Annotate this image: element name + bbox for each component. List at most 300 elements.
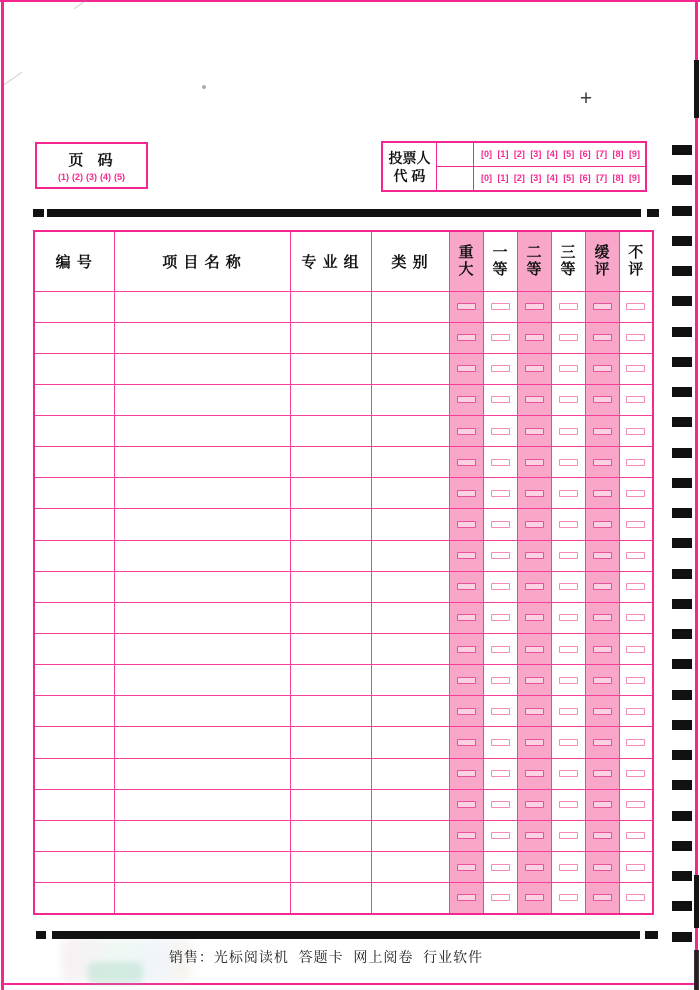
vote-cell	[585, 789, 619, 820]
vote-bubble[interactable]	[491, 864, 510, 871]
table-row	[34, 447, 653, 478]
vote-bubble[interactable]	[525, 646, 544, 653]
vote-bubble[interactable]	[626, 770, 645, 777]
vote-cell	[449, 384, 483, 415]
vote-bubble[interactable]	[559, 708, 578, 715]
vote-bubble[interactable]	[457, 677, 476, 684]
column-header: 类 别	[371, 231, 449, 291]
vote-bubble[interactable]	[525, 832, 544, 839]
entry-cell	[371, 416, 449, 447]
voter-code-bubble[interactable]: [4]	[546, 149, 558, 159]
entry-cell	[371, 509, 449, 540]
voter-code-write-cell[interactable]	[437, 143, 474, 166]
vote-cell	[619, 478, 653, 509]
vote-bubble[interactable]	[559, 428, 578, 435]
vote-bubble[interactable]	[559, 832, 578, 839]
vote-bubble[interactable]	[559, 739, 578, 746]
vote-bubble[interactable]	[559, 864, 578, 871]
vote-bubble[interactable]	[525, 303, 544, 310]
page-code-bubble[interactable]: (4)	[100, 172, 111, 182]
vote-bubble[interactable]	[559, 583, 578, 590]
vote-bubble[interactable]	[457, 646, 476, 653]
vote-bubble[interactable]	[457, 552, 476, 559]
vote-bubble[interactable]	[457, 365, 476, 372]
vote-cell	[619, 852, 653, 883]
vote-cell	[449, 416, 483, 447]
vote-bubble[interactable]	[593, 583, 612, 590]
timing-mark	[672, 690, 692, 700]
sync-bar-dash	[33, 209, 44, 217]
vote-bubble[interactable]	[491, 490, 510, 497]
vote-cell	[619, 509, 653, 540]
vote-bubble[interactable]	[525, 708, 544, 715]
table-row	[34, 820, 653, 851]
vote-bubble[interactable]	[457, 739, 476, 746]
voter-code-bubble[interactable]: [2]	[513, 149, 525, 159]
vote-bubble[interactable]	[525, 365, 544, 372]
vote-bubble[interactable]	[457, 428, 476, 435]
vote-cell	[585, 696, 619, 727]
vote-bubble[interactable]	[626, 334, 645, 341]
vote-bubble[interactable]	[525, 770, 544, 777]
vote-bubble[interactable]	[525, 894, 544, 901]
vote-cell	[517, 322, 551, 353]
vote-bubble[interactable]	[593, 459, 612, 466]
vote-cell	[551, 602, 585, 633]
vote-cell	[517, 540, 551, 571]
vote-bubble[interactable]	[559, 521, 578, 528]
vote-bubble[interactable]	[559, 552, 578, 559]
column-header-char: 等	[560, 261, 576, 279]
vote-cell	[449, 634, 483, 665]
vote-bubble[interactable]	[626, 521, 645, 528]
footer-sales-text: 销售：光标阅读机 答题卡 网上阅卷 行业软件	[168, 949, 484, 965]
vote-bubble[interactable]	[593, 614, 612, 621]
vote-bubble[interactable]	[525, 459, 544, 466]
entry-cell	[290, 758, 371, 789]
entry-cell	[371, 727, 449, 758]
page-code-bubble[interactable]: (5)	[114, 172, 125, 182]
vote-cell	[619, 758, 653, 789]
vote-cell	[449, 571, 483, 602]
vote-cell	[517, 883, 551, 914]
vote-bubble[interactable]	[491, 428, 510, 435]
vote-cell	[585, 322, 619, 353]
vote-bubble[interactable]	[457, 303, 476, 310]
table-row	[34, 478, 653, 509]
vote-bubble[interactable]	[525, 801, 544, 808]
table-row	[34, 696, 653, 727]
voter-code-bubble[interactable]: [7]	[596, 149, 608, 159]
vote-bubble[interactable]	[626, 739, 645, 746]
vote-bubble[interactable]	[525, 864, 544, 871]
entry-cell	[290, 540, 371, 571]
sync-bar-dash	[647, 209, 659, 217]
vote-bubble[interactable]	[593, 770, 612, 777]
vote-bubble[interactable]	[457, 770, 476, 777]
vote-cell	[619, 727, 653, 758]
vote-cell	[517, 727, 551, 758]
vote-bubble[interactable]	[457, 801, 476, 808]
vote-cell	[449, 727, 483, 758]
voter-code-bubble[interactable]: [3]	[530, 173, 542, 183]
vote-cell	[449, 447, 483, 478]
voter-code-bubble[interactable]: [0]	[481, 149, 492, 159]
vote-bubble[interactable]	[525, 521, 544, 528]
vote-bubble[interactable]	[525, 396, 544, 403]
entry-cell	[114, 509, 290, 540]
entry-cell	[114, 758, 290, 789]
vote-bubble[interactable]	[626, 583, 645, 590]
vote-cell	[551, 634, 585, 665]
entry-cell	[290, 478, 371, 509]
vote-bubble[interactable]	[593, 303, 612, 310]
voter-code-bubble[interactable]: [1]	[497, 149, 509, 159]
vote-cell	[483, 665, 517, 696]
table-row	[34, 852, 653, 883]
entry-cell	[114, 883, 290, 914]
vote-bubble[interactable]	[593, 832, 612, 839]
vote-bubble[interactable]	[559, 770, 578, 777]
voter-code-write-cell[interactable]	[437, 167, 474, 190]
vote-cell	[619, 634, 653, 665]
timing-mark	[672, 720, 692, 730]
vote-cell	[517, 384, 551, 415]
entry-cell	[34, 789, 114, 820]
entry-cell	[371, 478, 449, 509]
vote-bubble[interactable]	[626, 614, 645, 621]
table-row	[34, 416, 653, 447]
voter-code-bubble[interactable]: [4]	[546, 173, 558, 183]
vote-bubble[interactable]	[626, 490, 645, 497]
page-code-bubble[interactable]: (2)	[72, 172, 83, 182]
entry-cell	[290, 789, 371, 820]
vote-cell	[551, 322, 585, 353]
vote-bubble[interactable]	[626, 832, 645, 839]
vote-cell	[517, 852, 551, 883]
vote-bubble[interactable]	[491, 894, 510, 901]
vote-bubble[interactable]	[559, 801, 578, 808]
voter-code-bubble[interactable]: [5]	[563, 149, 575, 159]
vote-bubble[interactable]	[559, 677, 578, 684]
vote-cell	[483, 602, 517, 633]
vote-cell	[483, 571, 517, 602]
timing-mark	[672, 538, 692, 548]
voter-code-bubble-row	[474, 167, 645, 190]
voter-code-bubble[interactable]: [5]	[563, 173, 575, 183]
entry-cell	[290, 665, 371, 696]
entry-cell	[34, 602, 114, 633]
vote-bubble[interactable]	[626, 303, 645, 310]
entry-cell	[34, 384, 114, 415]
vote-bubble[interactable]	[626, 646, 645, 653]
timing-mark	[672, 448, 692, 458]
entry-cell	[371, 883, 449, 914]
vote-cell	[483, 353, 517, 384]
timing-mark	[672, 327, 692, 337]
vote-bubble[interactable]	[457, 894, 476, 901]
entry-cell	[114, 665, 290, 696]
vote-bubble[interactable]	[559, 490, 578, 497]
vote-cell	[619, 602, 653, 633]
table-row	[34, 384, 653, 415]
vote-bubble[interactable]	[559, 303, 578, 310]
page-code-title: 页 码	[68, 152, 115, 169]
entry-cell	[290, 291, 371, 322]
vote-bubble[interactable]	[559, 365, 578, 372]
vote-bubble[interactable]	[457, 864, 476, 871]
column-header	[517, 231, 551, 291]
vote-bubble[interactable]	[525, 552, 544, 559]
column-header	[551, 231, 585, 291]
vote-cell	[585, 571, 619, 602]
vote-cell	[483, 758, 517, 789]
vote-cell	[585, 447, 619, 478]
voter-code-label-line2: 代 码	[393, 167, 426, 184]
vote-bubble[interactable]	[457, 459, 476, 466]
column-header-char: 评	[628, 261, 644, 279]
voter-code-bubble[interactable]: [6]	[579, 173, 591, 183]
entry-cell	[371, 852, 449, 883]
sync-bar-dash	[36, 931, 46, 939]
entry-cell	[34, 353, 114, 384]
vote-cell	[551, 478, 585, 509]
vote-cell	[551, 883, 585, 914]
table-row	[34, 291, 653, 322]
vote-bubble[interactable]	[626, 365, 645, 372]
voter-code-bubble[interactable]: [7]	[596, 173, 608, 183]
vote-cell	[483, 291, 517, 322]
page-code-bubble[interactable]: (1)	[58, 172, 69, 182]
vote-cell	[517, 789, 551, 820]
page-code-bubbles	[37, 173, 146, 182]
vote-bubble[interactable]	[491, 459, 510, 466]
entry-cell	[34, 478, 114, 509]
vote-cell	[483, 540, 517, 571]
vote-cell	[619, 291, 653, 322]
table-row	[34, 634, 653, 665]
vote-bubble[interactable]	[525, 677, 544, 684]
vote-cell	[585, 416, 619, 447]
vote-bubble[interactable]	[491, 646, 510, 653]
vote-cell	[517, 634, 551, 665]
vote-cell	[517, 758, 551, 789]
timing-mark	[672, 750, 692, 760]
voter-code-bubble[interactable]: [9]	[628, 173, 640, 183]
vote-bubble[interactable]	[491, 832, 510, 839]
vote-cell	[551, 416, 585, 447]
vote-bubble[interactable]	[491, 677, 510, 684]
voter-code-bubble[interactable]: [3]	[530, 149, 542, 159]
voter-code-label	[383, 143, 437, 190]
vote-cell	[449, 602, 483, 633]
entry-cell	[290, 416, 371, 447]
entry-cell	[371, 789, 449, 820]
vote-bubble[interactable]	[491, 739, 510, 746]
table-row	[34, 509, 653, 540]
vote-bubble[interactable]	[525, 334, 544, 341]
scan-artifact	[202, 85, 206, 89]
vote-bubble[interactable]	[593, 864, 612, 871]
vote-cell	[449, 509, 483, 540]
vote-bubble[interactable]	[491, 396, 510, 403]
vote-bubble[interactable]	[491, 552, 510, 559]
vote-bubble[interactable]	[525, 490, 544, 497]
timing-mark	[672, 569, 692, 579]
vote-bubble[interactable]	[457, 832, 476, 839]
voter-code-bubble[interactable]: [1]	[497, 173, 509, 183]
voter-code-box	[381, 141, 647, 192]
vote-cell	[551, 384, 585, 415]
vote-bubble[interactable]	[626, 801, 645, 808]
voter-code-bubble[interactable]: [8]	[612, 173, 624, 183]
vote-bubble[interactable]	[626, 864, 645, 871]
vote-bubble[interactable]	[457, 708, 476, 715]
voter-code-bubble[interactable]: [9]	[628, 149, 640, 159]
column-header: 编 号	[34, 231, 114, 291]
vote-bubble[interactable]	[626, 459, 645, 466]
vote-bubble[interactable]	[457, 334, 476, 341]
table-row	[34, 727, 653, 758]
entry-cell	[290, 634, 371, 665]
entry-cell	[114, 634, 290, 665]
vote-bubble[interactable]	[491, 770, 510, 777]
vote-cell	[585, 291, 619, 322]
vote-bubble[interactable]	[593, 646, 612, 653]
vote-bubble[interactable]	[593, 552, 612, 559]
vote-bubble[interactable]	[593, 365, 612, 372]
vote-bubble[interactable]	[457, 396, 476, 403]
vote-cell	[449, 322, 483, 353]
timing-mark	[672, 387, 692, 397]
vote-bubble[interactable]	[559, 646, 578, 653]
vote-cell	[551, 509, 585, 540]
vote-cell	[551, 571, 585, 602]
voter-code-label-line1: 投票人	[388, 149, 431, 166]
table-row	[34, 758, 653, 789]
vote-cell	[449, 789, 483, 820]
vote-bubble[interactable]	[559, 334, 578, 341]
entry-cell	[371, 540, 449, 571]
vote-cell	[619, 789, 653, 820]
vote-bubble[interactable]	[593, 894, 612, 901]
entry-cell	[114, 447, 290, 478]
timing-mark	[672, 236, 692, 246]
vote-bubble[interactable]	[593, 521, 612, 528]
entry-cell	[114, 353, 290, 384]
column-header	[449, 231, 483, 291]
vote-bubble[interactable]	[525, 583, 544, 590]
vote-bubble[interactable]	[457, 583, 476, 590]
vote-bubble[interactable]	[626, 894, 645, 901]
vote-cell	[585, 727, 619, 758]
vote-bubble[interactable]	[491, 583, 510, 590]
vote-bubble[interactable]	[593, 490, 612, 497]
vote-bubble[interactable]	[491, 708, 510, 715]
vote-bubble[interactable]	[491, 521, 510, 528]
edge-black-segment	[694, 950, 699, 990]
vote-bubble[interactable]	[626, 677, 645, 684]
vote-bubble[interactable]	[491, 614, 510, 621]
column-header-char: 缓	[594, 244, 610, 262]
timing-mark	[672, 629, 692, 639]
vote-cell	[585, 820, 619, 851]
vote-bubble[interactable]	[525, 428, 544, 435]
vote-cell	[585, 478, 619, 509]
vote-bubble[interactable]	[491, 334, 510, 341]
vote-bubble[interactable]	[559, 396, 578, 403]
page-code-bubble[interactable]: (3)	[86, 172, 97, 182]
table-row	[34, 665, 653, 696]
vote-bubble[interactable]	[626, 552, 645, 559]
entry-cell	[34, 820, 114, 851]
vote-cell	[551, 789, 585, 820]
vote-bubble[interactable]	[593, 334, 612, 341]
vote-bubble[interactable]	[626, 396, 645, 403]
vote-cell	[619, 571, 653, 602]
vote-bubble[interactable]	[593, 801, 612, 808]
vote-cell	[551, 696, 585, 727]
vote-bubble[interactable]	[457, 521, 476, 528]
vote-bubble[interactable]	[593, 677, 612, 684]
timing-mark	[672, 780, 692, 790]
vote-bubble[interactable]	[593, 396, 612, 403]
vote-bubble[interactable]	[593, 428, 612, 435]
vote-cell	[619, 384, 653, 415]
voter-code-bubble[interactable]: [0]	[481, 173, 492, 183]
voter-code-bubble[interactable]: [6]	[579, 149, 591, 159]
entry-cell	[290, 447, 371, 478]
vote-bubble[interactable]	[559, 614, 578, 621]
vote-bubble[interactable]	[593, 708, 612, 715]
vote-bubble[interactable]	[491, 801, 510, 808]
vote-cell	[517, 820, 551, 851]
column-header-char: 等	[526, 261, 542, 279]
vote-bubble[interactable]	[457, 490, 476, 497]
timing-mark	[672, 478, 692, 488]
vote-cell	[585, 758, 619, 789]
vote-cell	[483, 789, 517, 820]
vote-bubble[interactable]	[626, 428, 645, 435]
vote-cell	[585, 384, 619, 415]
vote-bubble[interactable]	[525, 614, 544, 621]
entry-cell	[371, 820, 449, 851]
vote-bubble[interactable]	[559, 459, 578, 466]
vote-cell	[449, 820, 483, 851]
vote-bubble[interactable]	[457, 614, 476, 621]
column-header: 项 目 名 称	[114, 231, 290, 291]
entry-cell	[114, 291, 290, 322]
vote-bubble[interactable]	[491, 303, 510, 310]
vote-bubble[interactable]	[559, 894, 578, 901]
page-edge-left	[1, 0, 4, 990]
column-header-char: 三	[560, 244, 576, 262]
vote-bubble[interactable]	[525, 739, 544, 746]
vote-bubble[interactable]	[626, 708, 645, 715]
entry-cell	[34, 634, 114, 665]
voter-code-bubble[interactable]: [8]	[612, 149, 624, 159]
voter-code-bubble[interactable]: [2]	[513, 173, 525, 183]
entry-cell	[290, 883, 371, 914]
entry-cell	[371, 602, 449, 633]
vote-cell	[619, 353, 653, 384]
timing-mark	[672, 901, 692, 911]
vote-bubble[interactable]	[593, 739, 612, 746]
table-row	[34, 353, 653, 384]
timing-mark	[672, 811, 692, 821]
vote-bubble[interactable]	[491, 365, 510, 372]
entry-cell	[34, 540, 114, 571]
